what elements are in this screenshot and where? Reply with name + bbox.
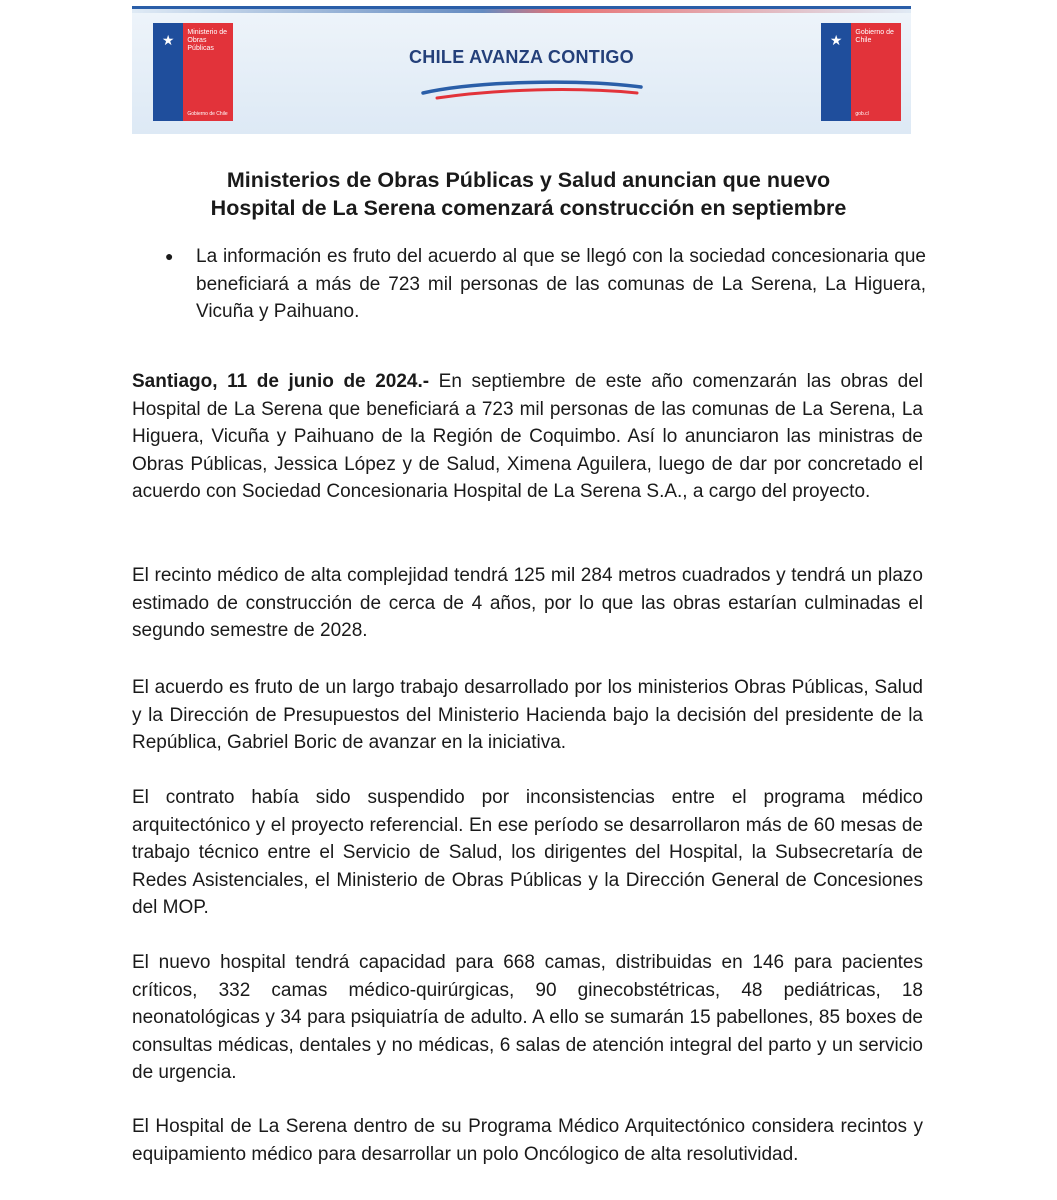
- paragraph-1-text: En septiembre de este año comenzarán las obras del Hospital de La Serena que beneficiará a 723 mil personas de las comunas de La Serena, La Higuera, Vicuña y Paihuano de la Región de Coquimbo. Así lo anunciaron las ministras de Obras Públicas, Jessica López y de Salud, Ximena Aguilera, luego de dar por concretado el acuerdo con Sociedad Concesionaria Hospital de La Serena S.A., a cargo del proyecto.: [132, 371, 923, 502]
- banner-slogan: CHILE AVANZA CONTIGO: [409, 47, 634, 67]
- paragraph-1: [132, 368, 923, 506]
- title-line-2: Hospital de La Serena comenzará construcción en septiembre: [210, 196, 847, 220]
- gobierno-logo: [821, 23, 901, 121]
- banner-top-stripe: [132, 9, 911, 13]
- summary-bullet: [166, 243, 926, 326]
- star-icon: ★: [161, 32, 175, 48]
- mop-logo: [153, 23, 233, 121]
- dateline: Santiago, 11 de junio de 2024.-: [132, 371, 430, 392]
- bullet-dot-icon: ●: [165, 248, 174, 264]
- star-icon: ★: [829, 32, 843, 48]
- gobierno-logo-footer: gob.cl: [855, 111, 869, 117]
- paragraph-6: El Hospital de La Serena dentro de su Programa Médico Arquitectónico considera recintos y equipamiento médico para desarrollar un polo Oncólogico de alta resolutividad.: [132, 1116, 923, 1165]
- title-line-1: Ministerios de Obras Públicas y Salud anuncian que nuevo: [226, 168, 831, 192]
- mop-logo-footer: Gobierno de Chile: [187, 111, 228, 117]
- paragraph-4: El contrato había sido suspendido por inconsistencias entre el programa médico arquitectónico y el proyecto referencial. En ese período se desarrollaron más de 60 mesas de trabajo técnico entre el Servicio de Salud, los dirigentes del Hospital, la Subsecretaría de Redes Asistenciales, el Ministerio de Obras Públicas y la Dirección General de Concesiones del MOP.: [132, 787, 923, 918]
- gobierno-logo-text: Gobierno de Chile: [855, 29, 894, 44]
- paragraph-3: El acuerdo es fruto de un largo trabajo desarrollado por los ministerios Obras Públicas, Salud y la Dirección de Presupuestos del Ministerio Hacienda bajo la decisión del presidente de la República, Gabriel Boric de avanzar en la iniciativa.: [132, 677, 923, 753]
- header-banner: [132, 6, 911, 134]
- paragraph-2: El recinto médico de alta complejidad tendrá 125 mil 284 metros cuadrados y tendrá un plazo estimado de construcción de cerca de 4 años, por lo que las obras estarían culminadas el segundo semestre de 2028.: [132, 565, 923, 641]
- document-title: [132, 166, 925, 222]
- bullet-text: La información es fruto del acuerdo al que se llegó con la sociedad concesionaria que beneficiará a más de 723 mil personas de las comunas de La Serena, La Higuera, Vicuña y Paihuano.: [196, 246, 926, 322]
- swoosh-graphic: [417, 77, 647, 103]
- paragraph-5: El nuevo hospital tendrá capacidad para 668 camas, distribuidas en 146 para pacientes críticos, 332 camas médico-quirúrgicas, 90 ginecobstétricas, 48 pediátricas, 18 neonatológicas y 34 para psiquiatría de adulto. A ello se sumarán 15 pabellones, 85 boxes de consultas médicas, dentales y no médicas, 6 salas de atención integral del parto y un servicio de urgencia.: [132, 952, 923, 1083]
- mop-logo-text: Ministerio de Obras Públicas: [187, 29, 228, 52]
